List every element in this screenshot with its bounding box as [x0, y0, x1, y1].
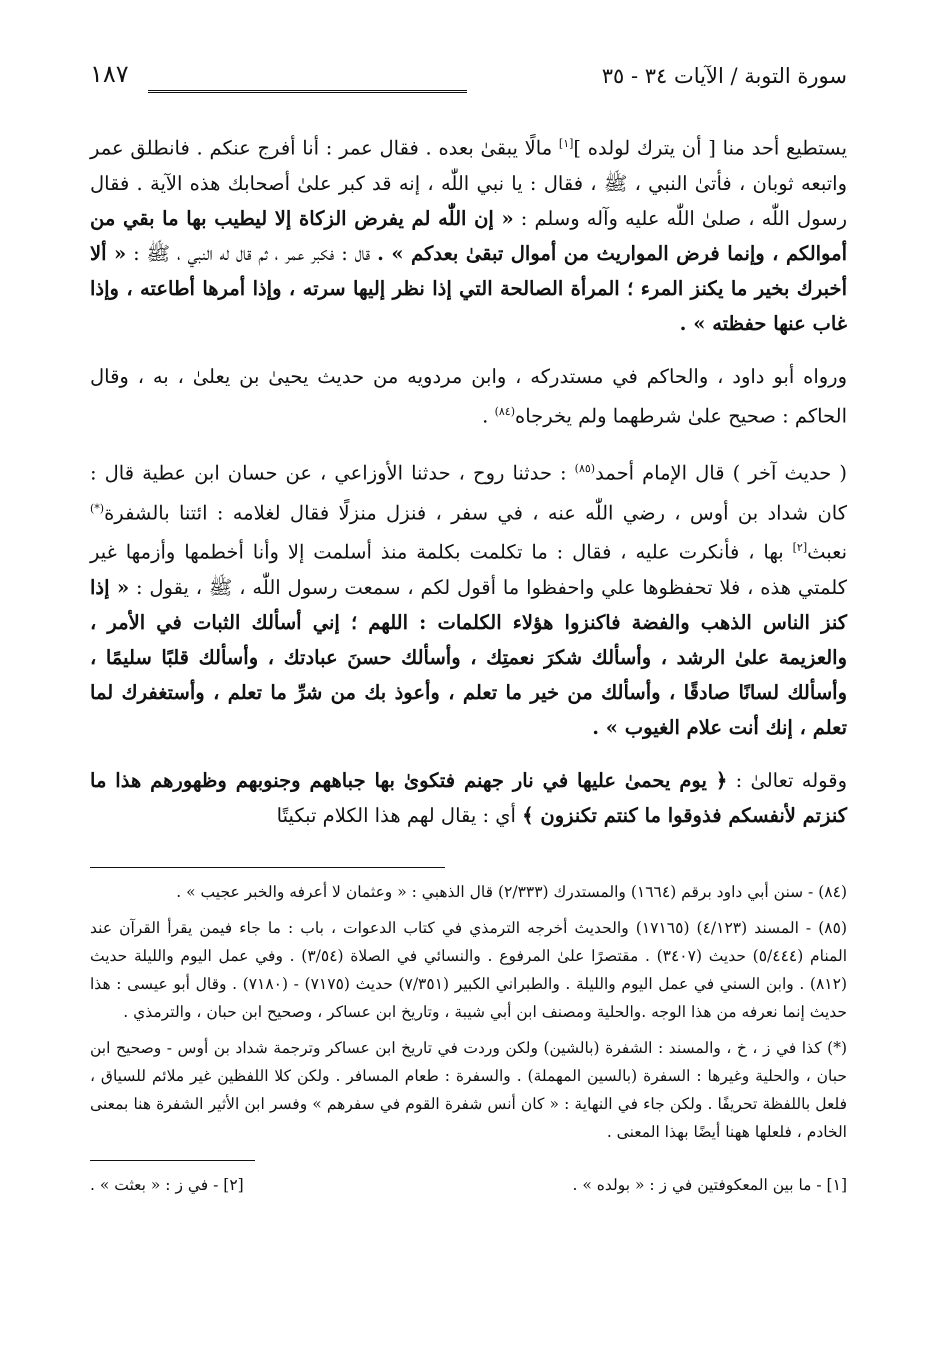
text-run: ( حديث آخر ) قال الإمام أحمد	[595, 461, 847, 485]
tahqiq-note-2: [٢] - في ز : « بعثت » .	[90, 1175, 244, 1194]
paragraph-2	[90, 359, 847, 434]
tahqiq-note-1: [١] - ما بين المعكوفتين في ز : « بولده » .	[572, 1175, 847, 1194]
text-run: وقوله تعالىٰ :	[727, 768, 847, 792]
footnotes	[90, 878, 847, 1146]
footnote-ref: (*)	[90, 501, 105, 515]
hadith-text: « إذا كنز الناس الذهب والفضة فاكنزوا هؤلاء الكلمات : اللهم ؛ إني أسألك الثبات في الأمر ، والعزيمة علىٰ الرشد ، وأسألك شكرَ نعمتِك ، وأسألك حسنَ عبادتك ، وأسألك قلبًا سليمًا ، وأسألك لسانًا صادقًا ، وأسألك من خير ما تعلم ، وأعوذ بك من شرِّ ما تعلم ، وأستغفرك لما تعلم ، إنك أنت علام الغيوب » .	[90, 575, 847, 739]
hadith-text: « ألا أخبرك بخير ما يكنز المرء ؛ المرأة الصالحة التي إذا نظر إليها سرته ، وإذا أمرها أطاعته ، وإذا غاب عنها حفظته » .	[90, 241, 847, 335]
note-ref: [١]	[558, 137, 574, 150]
footnote-85: (٨٥) - المسند (٤/١٢٣) (١٧١٦٥) والحديث أخرجه الترمذي في كتاب الدعوات ، باب : ما جاء فيمن يقرأ القرآن عند المنام (٥/٤٤٤) حديث (٣٤٠٧) . مقتصرًا علىٰ المرفوع . والنسائي في الصلاة (٣/٥٤) . وفي عمل اليوم والليلة حديث (٨١٢) . وابن السني في عمل اليوم والليلة . والطبراني الكبير (٧/٣٥١) حديث (٧١٧٥) - (٧١٨٠) . وقال أبو عيسى : هذا حديث إنما نعرفه من هذا الوجه .والحلية ومصنف ابن أبي شيبة ، وتاريخ ابن عساكر ، وصحيح ابن حبان ، والترمذي .	[90, 918, 848, 1021]
header-rule	[148, 90, 467, 93]
tahqiq-separator	[90, 1160, 255, 1161]
text-run: قال : فكبر عمر ، ثم قال له النبي ، ﷺ :	[126, 241, 378, 265]
text-run: نعبث	[807, 540, 847, 564]
text-run: بها ، فأنكرت عليه ، فقال : ما تكلمت بكلمة منذ أسلمت إلا وأنا أخطمها وأزمها غير كلمتي هذه ، فلا تحفظوها علي واحفظوا ما أقول لكم ، سمعت رسول اللّٰه ، ﷺ ، يقول :	[90, 540, 847, 599]
text-run: ورواه أبو داود ، والحاكم في مستدركه ، وابن مردويه من حديث يحيىٰ بن يعلىٰ ، به ، وقال الحاكم : صحيح علىٰ شرطهما ولم يخرجاه	[90, 364, 847, 427]
hadith-text: « إن اللّٰه لم يفرض الزكاة إلا ليطيب بها ما بقي من أموالكم ، وإنما فرض المواريث من أموال تبقىٰ بعدكم » .	[90, 206, 847, 265]
footnote-star: (*) كذا في ز ، خ ، والمسند : الشفرة (بالشين) ولكن وردت في تاريخ ابن عساكر وترجمة شداد بن أوس - وصحيح ابن حبان ، والحلية وغيرها : السفرة (بالسين المهملة) . والسفرة : طعام المسافر . ولكن كلا اللفظين غير ملائم للسياق ، فلعل باللفظة تحريفًا . ولكن جاء في النهاية : « كان أنس شفرة القوم في سفرهم » وفسر ابن الأثير الشفرة هنا بمعنى الخادم ، فلعلها ههنا أيضًا بهذا المعنى .	[90, 1038, 847, 1141]
text-run: مالًا يبقىٰ بعده . فقال عمر : أنا أفرج عنكم . فانطلق عمر واتبعه ثوبان ، فأتىٰ النبي ، ﷺ ، فقال : يا نبي اللّٰه ، إنه قد كبر علىٰ أصحابك هذه الآية . فقال رسول اللّٰه ، صلىٰ اللّٰه عليه وآله وسلم :	[90, 136, 847, 230]
main-text	[90, 126, 847, 833]
text-run: يستطيع أحد منا [ أن يترك لولده ]	[573, 136, 848, 160]
surah-title: سورة التوبة / الآيات ٣٤ - ٣٥	[601, 64, 847, 88]
paragraph-3	[90, 451, 847, 745]
page-header	[90, 60, 847, 100]
footnote-ref: (٨٥)	[574, 462, 596, 475]
note-ref: [٢]	[792, 541, 808, 554]
text-run: .	[482, 404, 495, 427]
paragraph-4	[90, 763, 847, 833]
page-number: ١٨٧	[90, 60, 129, 88]
quran-verse: ﴿ يوم يحمىٰ عليها في نار جهنم فتكوىٰ بها جباههم وجنوبهم وظهورهم هذا ما كنزتم لأنفسكم فذوقوا ما كنتم تكنزون ﴾	[90, 768, 847, 827]
text-run: : حدثنا روح ، حدثنا الأوزاعي ، عن حسان ابن عطية قال : كان شداد بن أوس ، رضي اللّٰه عنه ، في سفر ، فنزل منزلًا فقال لغلامه : ائتنا بالشفرة	[90, 461, 847, 524]
footnote-84: (٨٤) - سنن أبي داود برقم (١٦٦٤) والمستدرك (٢/٣٣٣) قال الذهبي : « وعثمان لا أعرفه والخبر عجيب » .	[176, 882, 847, 901]
footnote-separator	[90, 867, 445, 868]
paragraph-1	[90, 126, 847, 341]
text-run: أي : يقال لهم هذا الكلام تبكيتًا	[276, 803, 523, 827]
footnote-ref: (٨٤)	[494, 404, 515, 418]
tahqiq-notes	[90, 1171, 847, 1199]
